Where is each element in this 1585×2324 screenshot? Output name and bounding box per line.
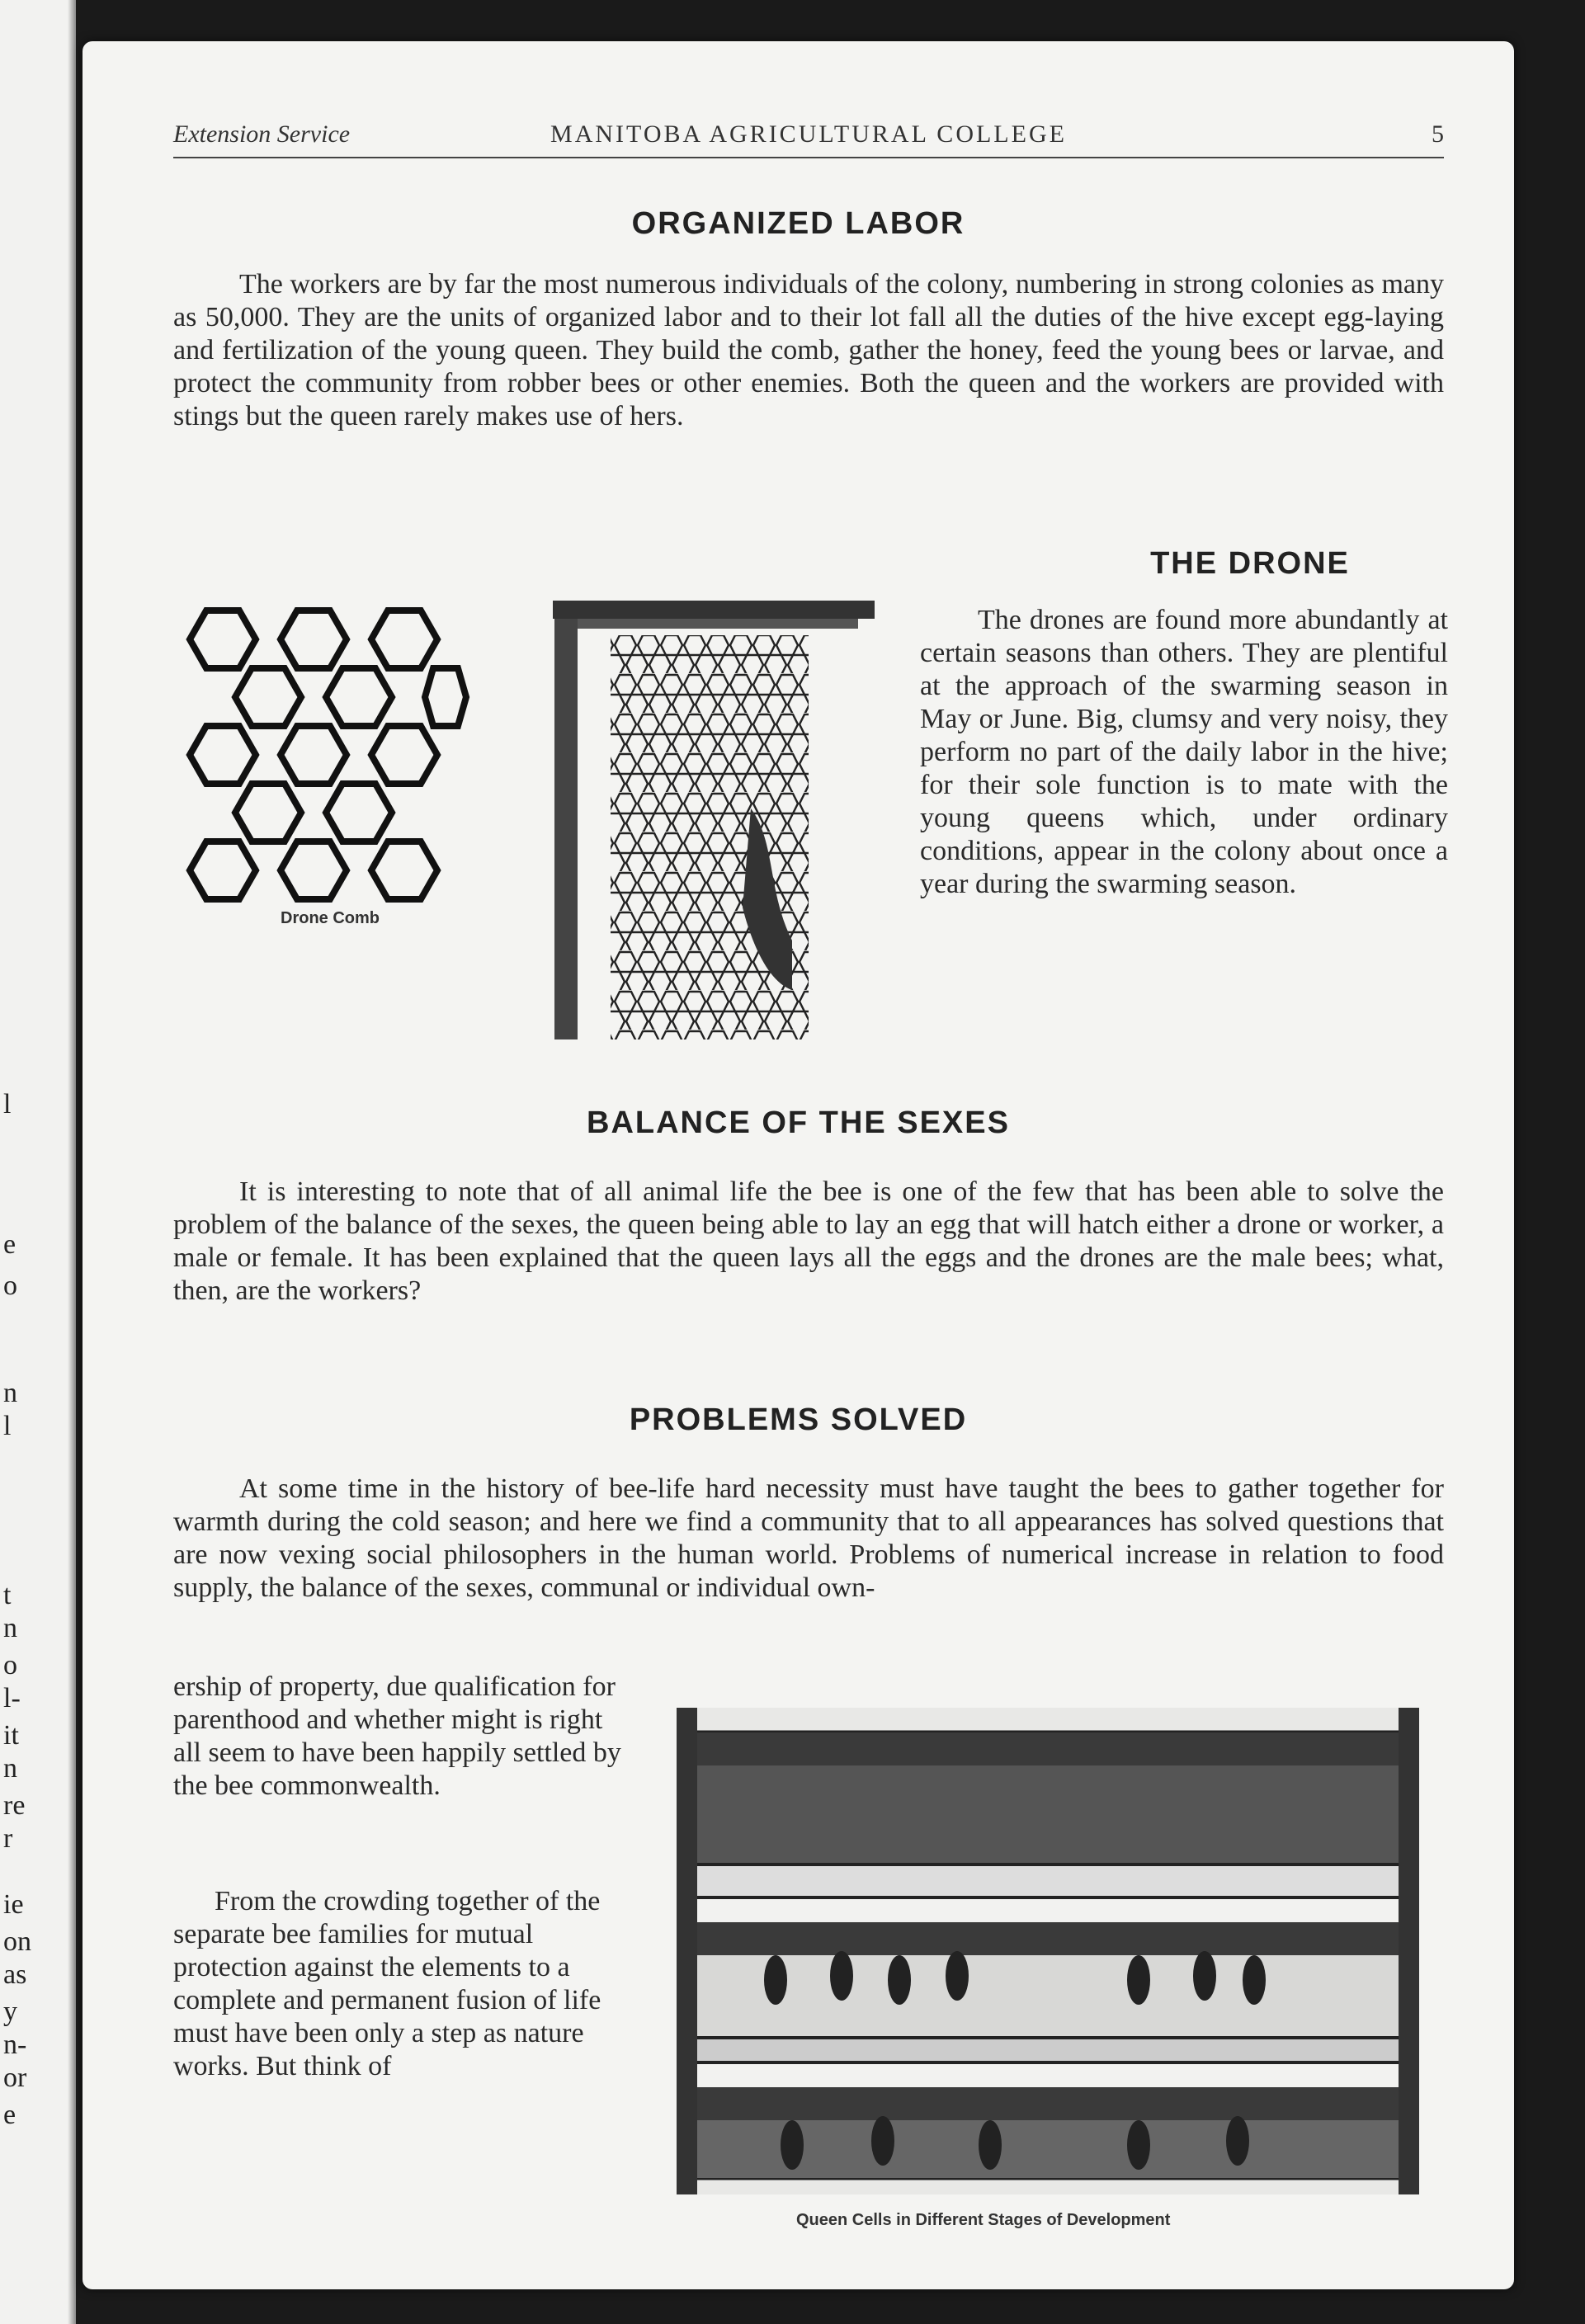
edge-fragment: o [3,1650,17,1681]
edge-fragment: l [3,1411,12,1441]
edge-fragment: e [3,2100,17,2130]
document-page [83,41,1514,2289]
section-title-organized-labor: ORGANIZED LABOR [631,206,965,241]
paragraph-balance-of-sexes: It is interesting to note that of all animal life the bee is one of the few that has been able to solve the problem of the balance of the sexes, the queen being able to lay an egg that will hatch either a drone or worker, a male or female. It has been explained that the queen lays all the eggs and the drones are the male bees; what, then, are the workers? [173,1176,1444,1306]
caption-drone-comb: Drone Comb [281,909,380,927]
adjacent-page-strip [0,0,76,2324]
edge-fragment: t [3,1580,12,1610]
paragraph-problems-column: ership of property, due qualification for parenthood and whether might is right all seem to have been happily settled by the bee commonwealth. [173,1671,621,1801]
edge-fragment: o [3,1270,17,1301]
running-header [173,115,1444,158]
drone-comb-frame-illustration [545,594,883,1056]
edge-fragment: n [3,1378,17,1408]
edge-fragment: on [3,1926,31,1957]
edge-fragment: l- [3,1683,21,1714]
edge-fragment: l [3,1089,12,1120]
paragraph-problems-solved: At some time in the history of bee-life hard necessity must have taught the bees to gather together for warmth during the cold season; and here we find a community that to all appearances has solved questions that are now vexing social philosophers in the human world. Problems of numerical increase in relation to food supply, the balance of the sexes, communal or individual own- [173,1473,1444,1603]
edge-fragment: n- [3,2029,27,2060]
caption-queen-cells: Queen Cells in Different Stages of Development [796,2211,1171,2229]
edge-fragment: ie [3,1889,24,1920]
edge-fragment: r [3,1823,13,1854]
edge-fragment: n [3,1753,17,1784]
edge-fragment: n [3,1613,17,1643]
paragraph-organized-labor: The workers are by far the most numerous individuals of the colony, numbering in strong colonies as many as 50,000. They are the units of organized labor and to their lot fall all the duties of the hive except egg-laying and fertilization of the young queen. They build the comb, gather the honey, feed the young bees or larvae, and protect the community from robber bees or other enemies. Both the queen and the workers are provided with stings but the queen rarely makes use of hers. [173,269,1444,431]
queen-cells-photo [677,1708,1419,2194]
edge-fragment: re [3,1790,26,1821]
header-college-name: MANITOBA AGRICULTURAL COLLEGE [550,120,1067,148]
drone-comb-hex-illustration [173,602,470,916]
edge-fragment: or [3,2062,27,2093]
section-title-problems-solved: PROBLEMS SOLVED [629,1402,968,1437]
page-number: 5 [1432,120,1444,148]
edge-fragment: y [3,1996,17,2027]
header-extension-service: Extension Service [173,120,351,148]
paragraph-mutual-protection: From the crowding together of the separate bee families for mutual protection against the elements to a complete and permanent fusion of life must have been only a step as nature works. But think of [173,1886,601,2081]
edge-fragment: e [3,1229,17,1260]
gutter-shadow [68,0,76,2324]
edge-fragment: as [3,1959,27,1990]
section-title-the-drone: THE DRONE [1150,546,1350,581]
section-title-balance-of-sexes: BALANCE OF THE SEXES [587,1105,1010,1140]
paragraph-the-drone: The drones are found more abundantly at certain seasons than others. They are plentiful at the approach of the swarming season in May or June. Big, clumsy and very noisy, they perform no part of the daily labor in the hive; for their sole function is to mate with the young queens which, under ordinary conditions, appear in the colony about once a year during the swarming season. [920,605,1448,899]
edge-fragment: it [3,1720,19,1751]
